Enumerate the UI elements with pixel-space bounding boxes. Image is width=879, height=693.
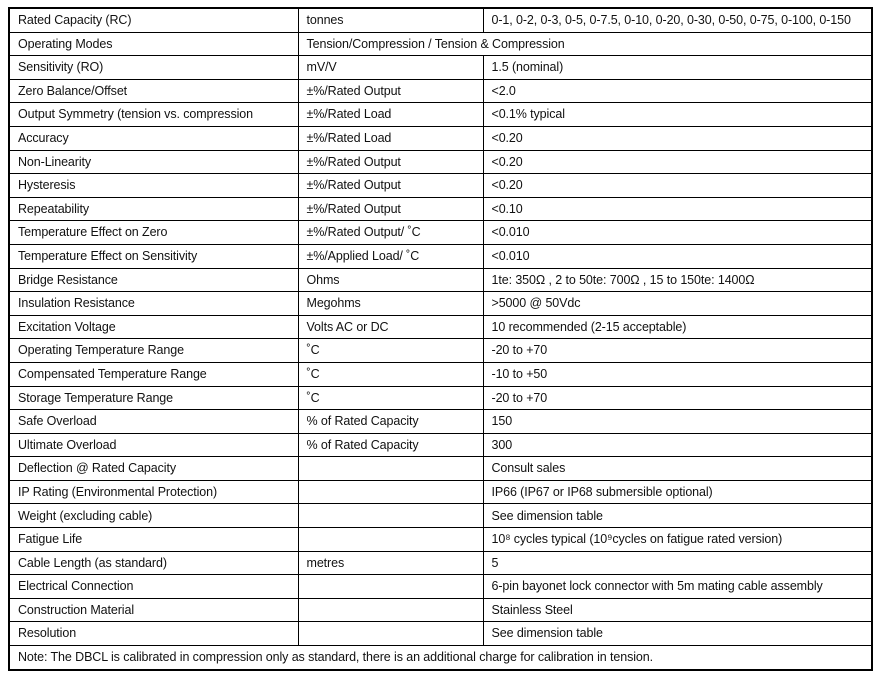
spec-parameter: Cable Length (as standard) [9,551,298,575]
spec-units: % of Rated Capacity [298,433,483,457]
table-row [9,339,872,363]
spec-units: ±%/Rated Output [298,79,483,103]
spec-value: Consult sales [483,457,872,481]
table-row [9,480,872,504]
spec-value: -20 to +70 [483,339,872,363]
table-row [9,433,872,457]
spec-units: ±%/Rated Output [298,197,483,221]
table-row [9,598,872,622]
table-note: Note: The DBCL is calibrated in compression only as standard, there is an additional charge for calibration in tension. [9,646,872,670]
spec-parameter: Temperature Effect on Zero [9,221,298,245]
table-row [9,244,872,268]
spec-value: <0.010 [483,244,872,268]
spec-units: Volts AC or DC [298,315,483,339]
spec-units: % of Rated Capacity [298,410,483,434]
spec-value: 10⁸ cycles typical (10⁹cycles on fatigue rated version) [483,528,872,552]
spec-units: Ohms [298,268,483,292]
spec-units [298,528,483,552]
table-row [9,197,872,221]
spec-parameter: Repeatability [9,197,298,221]
spec-value: <0.20 [483,174,872,198]
spec-parameter: Accuracy [9,126,298,150]
spec-value: 300 [483,433,872,457]
table-row [9,315,872,339]
spec-value: <0.10 [483,197,872,221]
spec-units: ˚C [298,362,483,386]
table-row [9,103,872,127]
spec-parameter: Compensated Temperature Range [9,362,298,386]
spec-parameter: Safe Overload [9,410,298,434]
table-row [9,362,872,386]
spec-parameter: Electrical Connection [9,575,298,599]
spec-units: ±%/Rated Output/ ˚C [298,221,483,245]
spec-value: Stainless Steel [483,598,872,622]
spec-value: <0.1% typical [483,103,872,127]
spec-value: See dimension table [483,504,872,528]
spec-value: 1.5 (nominal) [483,56,872,80]
spec-parameter: Temperature Effect on Sensitivity [9,244,298,268]
spec-value: <0.20 [483,150,872,174]
spec-value: 5 [483,551,872,575]
spec-units [298,457,483,481]
spec-parameter: Non-Linearity [9,150,298,174]
table-row [9,575,872,599]
table-row [9,504,872,528]
spec-value: 6-pin bayonet lock connector with 5m mating cable assembly [483,575,872,599]
table-row [9,386,872,410]
table-row [9,150,872,174]
spec-units [298,598,483,622]
spec-units [298,575,483,599]
table-row [9,32,872,56]
spec-parameter: Zero Balance/Offset [9,79,298,103]
table-row [9,457,872,481]
table-row [9,528,872,552]
spec-parameter: Output Symmetry (tension vs. compression [9,103,298,127]
spec-units [298,622,483,646]
table-row [9,410,872,434]
spec-parameter: Operating Modes [9,32,298,56]
table-row [9,56,872,80]
spec-table-body [9,8,872,646]
spec-parameter: Deflection @ Rated Capacity [9,457,298,481]
table-row [9,8,872,32]
spec-parameter: Operating Temperature Range [9,339,298,363]
note-row [9,646,872,670]
spec-units: ±%/Rated Output [298,174,483,198]
table-row [9,221,872,245]
spec-units: ˚C [298,386,483,410]
spec-parameter: Hysteresis [9,174,298,198]
spec-value: See dimension table [483,622,872,646]
spec-units [298,504,483,528]
spec-value: <0.010 [483,221,872,245]
spec-value: IP66 (IP67 or IP68 submersible optional) [483,480,872,504]
spec-units [298,480,483,504]
table-row [9,79,872,103]
spec-value: Tension/Compression / Tension & Compression [298,32,872,56]
spec-value: 0-1, 0-2, 0-3, 0-5, 0-7.5, 0-10, 0-20, 0-30, 0-50, 0-75, 0-100, 0-150 [483,8,872,32]
spec-units: tonnes [298,8,483,32]
table-row [9,551,872,575]
spec-value: -20 to +70 [483,386,872,410]
table-row [9,268,872,292]
spec-units: ±%/Rated Load [298,103,483,127]
spec-parameter: Fatigue Life [9,528,298,552]
spec-parameter: Storage Temperature Range [9,386,298,410]
spec-units: ±%/Rated Output [298,150,483,174]
spec-units: Megohms [298,292,483,316]
spec-parameter: Construction Material [9,598,298,622]
spec-units: ±%/Rated Load [298,126,483,150]
spec-parameter: Excitation Voltage [9,315,298,339]
table-row [9,126,872,150]
spec-value: >5000 @ 50Vdc [483,292,872,316]
spec-parameter: Ultimate Overload [9,433,298,457]
spec-parameter: Rated Capacity (RC) [9,8,298,32]
spec-parameter: Bridge Resistance [9,268,298,292]
spec-value: <0.20 [483,126,872,150]
spec-units: mV/V [298,56,483,80]
spec-units: metres [298,551,483,575]
table-row [9,292,872,316]
spec-parameter: Resolution [9,622,298,646]
spec-value: -10 to +50 [483,362,872,386]
spec-value: <2.0 [483,79,872,103]
spec-units: ˚C [298,339,483,363]
spec-value: 150 [483,410,872,434]
spec-value: 1te: 350Ω , 2 to 50te: 700Ω , 15 to 150te: 1400Ω [483,268,872,292]
table-row [9,174,872,198]
table-row [9,622,872,646]
spec-parameter: Insulation Resistance [9,292,298,316]
spec-parameter: Sensitivity (RO) [9,56,298,80]
specification-table [8,7,873,671]
spec-parameter: Weight (excluding cable) [9,504,298,528]
spec-units: ±%/Applied Load/ ˚C [298,244,483,268]
spec-parameter: IP Rating (Environmental Protection) [9,480,298,504]
spec-value: 10 recommended (2-15 acceptable) [483,315,872,339]
